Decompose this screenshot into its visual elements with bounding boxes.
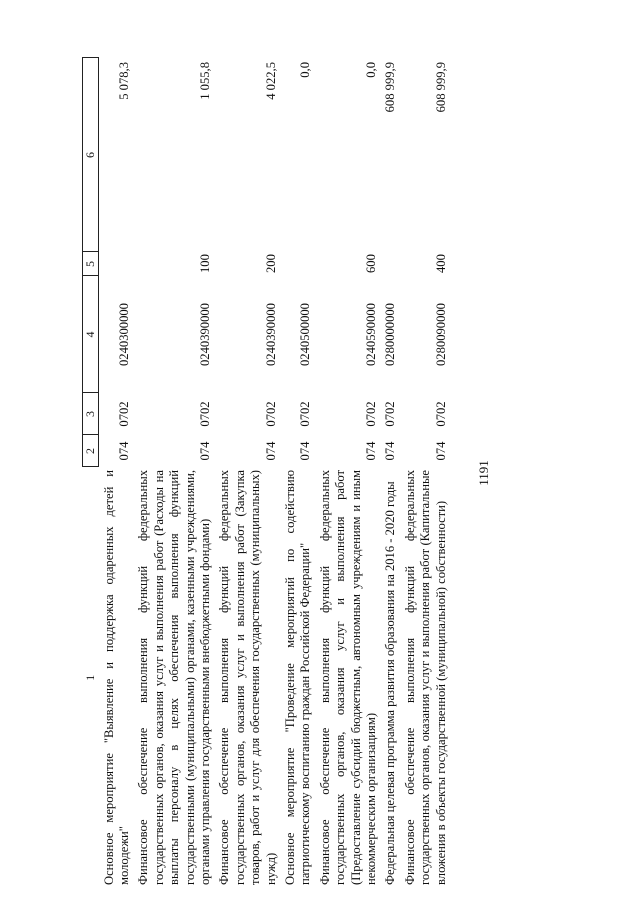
row-code: 074: [197, 441, 212, 461]
row-amount: 5 078,3: [116, 62, 131, 100]
row-type: 600: [364, 254, 378, 273]
row-target: 0240500000: [298, 303, 313, 366]
row-name: Финансовое обеспечение выполнения функций федеральных государственных органов, оказания услуг и выполнения работ (Расходы на выплаты персоналу в целях обеспечения выполнения функций государственными (муниципальными) органами, казенными учреждениями, органами управления государственными внебюджетными фондами): [136, 470, 212, 885]
table-row: [315, 58, 381, 888]
row-section: 0702: [433, 401, 448, 427]
header-cell-3: 3: [83, 393, 99, 435]
header-cell-1: 1: [83, 674, 97, 681]
rotated-page: [82, 58, 530, 888]
row-name: Финансовое обеспечение выполнения функций федеральных государственных органов, оказания услуг и выполнения работ (Закупка товаров, работ и услуг для обеспечения государственных (муниципальных) нужд): [217, 470, 278, 885]
row-section: 0702: [298, 401, 313, 427]
row-section: 0702: [364, 401, 378, 427]
row-code: 074: [263, 441, 278, 461]
row-type: 400: [433, 254, 448, 273]
row-type: 200: [263, 254, 278, 273]
row-target: 0240590000: [364, 303, 378, 366]
row-code: 074: [298, 441, 313, 461]
table-row: [380, 58, 399, 888]
row-type: 100: [197, 254, 212, 273]
row-type: [380, 252, 399, 276]
row-amount: 0,0: [298, 62, 313, 78]
table-row: [99, 58, 134, 888]
table-row: [133, 58, 214, 888]
row-code: 074: [383, 441, 398, 461]
budget-table: [82, 58, 450, 889]
row-name: Финансовое обеспечение выполнения функций федеральных государственных органов, оказания услуг и выполнения работ (Капитальные вложения в объекты государственной (муниципальной) собственности): [402, 470, 448, 885]
table-row: [214, 58, 280, 888]
row-section: 0702: [263, 401, 278, 427]
header-cell-5: 5: [83, 252, 99, 276]
row-code: 074: [116, 441, 131, 461]
page-number: 1191: [476, 460, 491, 486]
row-amount: 4 022,5: [263, 62, 278, 100]
row-name: Основное мероприятие "Проведение мероприятий по содействию патриотическому воспитанию граждан Российской Федерации": [282, 470, 313, 885]
row-code: 074: [433, 441, 448, 461]
header-cell-2: 2: [83, 435, 99, 467]
row-name: Финансовое обеспечение выполнения функций федеральных государственных органов, оказания услуг и выполнения работ (Предоставление субсидий бюджетным, автономным учреждениям и иным некоммерческим организациям): [317, 470, 378, 885]
row-target: 0280090000: [433, 303, 448, 366]
row-amount: 608 999,9: [383, 62, 398, 113]
row-section: 0702: [197, 401, 212, 427]
row-type: [99, 252, 134, 276]
row-target: 0280000000: [383, 303, 398, 366]
row-code: 074: [364, 441, 378, 461]
table-header: [83, 58, 99, 888]
row-name: Основное мероприятие "Выявление и поддержка одаренных детей и молодежи": [101, 470, 131, 885]
table-row: [400, 58, 450, 888]
row-name: Федеральная целевая программа развития образования на 2016 - 2020 годы: [383, 481, 398, 885]
row-target: 0240390000: [197, 303, 212, 366]
row-section: 0702: [383, 401, 398, 427]
row-target: 0240390000: [263, 303, 278, 366]
row-amount: 1 055,8: [197, 62, 212, 100]
row-type: [280, 252, 315, 276]
row-section: 0702: [116, 401, 131, 427]
row-amount: 608 999,9: [433, 62, 448, 113]
row-amount: 0,0: [364, 62, 378, 78]
header-cell-4: 4: [83, 276, 99, 393]
row-target: 0240300000: [116, 303, 131, 366]
header-cell-6: 6: [83, 58, 99, 252]
table-row: [280, 58, 315, 888]
